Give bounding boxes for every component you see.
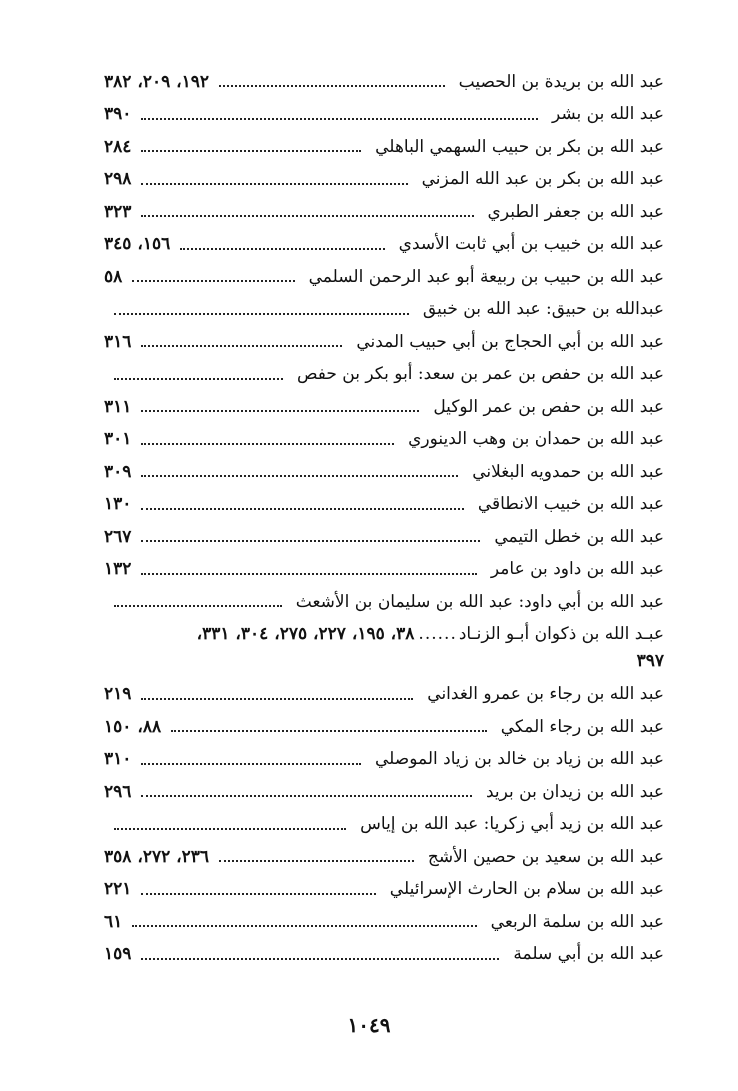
index-entry (104, 456, 664, 489)
dot-leader (141, 118, 538, 120)
entry-pages: ٨٨، ١٥٠ (104, 716, 162, 737)
entry-name: عبـد الله بن ذكوان أبـو الزنـاد (458, 624, 664, 644)
dot-leader (219, 860, 414, 862)
entry-name: عبدالله بن حبيق: عبد الله بن خبيق (422, 299, 664, 320)
entry-pages: ٣١١ (104, 396, 132, 417)
dot-leader (219, 85, 445, 87)
dot-leader (114, 378, 283, 380)
dot-leader (141, 958, 499, 960)
index-entry-cross-reference (104, 809, 664, 842)
index-entry (104, 744, 664, 777)
entry-pages: ٢١٩ (104, 684, 132, 705)
dot-leader (114, 313, 409, 315)
dot-leader (114, 605, 282, 607)
entry-pages: ٢٢١ (104, 879, 132, 900)
dot-leader (141, 893, 375, 895)
index-entry (104, 489, 664, 522)
entry-pages: ٣٩٠ (104, 104, 132, 125)
entry-name: عبد الله بن سعيد بن حصين الأشج (427, 846, 664, 867)
index-entry (104, 776, 664, 809)
entry-name: عبد الله بن رجاء بن عمرو الغداني (427, 684, 664, 705)
index-entry (104, 874, 664, 907)
index-entry (104, 99, 664, 132)
dot-leader (141, 410, 419, 412)
entry-name: عبد الله بن سلام بن الحارث الإسرائيلي (389, 879, 664, 900)
dot-leader (141, 540, 480, 542)
entry-name: عبد الله بن زيدان بن بريد (485, 781, 664, 802)
entry-pages: ١٩٢، ٢٠٩، ٣٨٢ (104, 71, 210, 92)
page-number: ١٠٤٩ (347, 1013, 391, 1037)
entry-pages: ١٥٦، ٣٤٥ (104, 234, 171, 255)
entry-name: عبد الله بن حفص بن عمر الوكيل (433, 396, 664, 417)
dot-leader (171, 730, 487, 732)
entry-name: عبد الله بن خبيب بن أبي ثابت الأسدي (398, 234, 664, 255)
index-entry (104, 229, 664, 262)
entry-pages: ١٣٠ (104, 494, 132, 515)
index-entry (104, 66, 664, 99)
entry-name: عبد الله بن زياد بن خالد بن زياد الموصلي (374, 749, 664, 770)
dot-leader (114, 828, 346, 830)
entry-name: عبد الله بن بكر بن حبيب السهمي الباهلي (375, 136, 664, 157)
entry-pages: ٣٠١ (104, 429, 132, 450)
index-entry (104, 164, 664, 197)
entry-name: عبد الله بن رجاء المكي (500, 716, 664, 737)
entry-pages-continued: ٣٩٧ (636, 651, 664, 671)
dot-leader (141, 443, 394, 445)
index-entry (104, 906, 664, 939)
entry-pages: ٣٢٣ (104, 201, 132, 222)
index-entry (104, 424, 664, 457)
entry-pages: ١٣٢ (104, 559, 132, 580)
entry-name: عبد الله بن حفص بن عمر بن سعد: أبو بكر بن حفص (296, 364, 664, 385)
index-entry (104, 841, 664, 874)
entry-pages: ٣٨، ١٩٥، ٢٢٧، ٢٧٥، ٣٠٤، ٣٣١، (196, 624, 415, 644)
entry-name: عبد الله بن أبي سلمة (513, 944, 664, 965)
entry-name: عبد الله بن أبي الحجاج بن أبي حبيب المدني (356, 331, 664, 352)
entry-name: عبد الله بن حبيب بن ربيعة أبو عبد الرحمن السلمي (308, 266, 664, 287)
entry-pages: ٢٩٦ (104, 781, 132, 802)
dot-leader (180, 248, 384, 250)
entry-name: عبد الله بن بشر (551, 104, 664, 125)
dot-leader (141, 183, 407, 185)
index-entry-cross-reference (104, 294, 664, 327)
dot-leader (141, 475, 458, 477)
entry-pages: ١٥٩ (104, 944, 132, 965)
index-entry (104, 939, 664, 972)
entry-pages: ٣١٠ (104, 749, 132, 770)
wrapped-entry-first-line (104, 625, 664, 645)
entry-name: عبد الله بن جعفر الطبري (487, 201, 664, 222)
dot-leader (141, 698, 413, 700)
index-entry-cross-reference (104, 586, 664, 619)
index-entry (104, 131, 664, 164)
dot-leader (132, 925, 476, 927)
index-entry (104, 196, 664, 229)
index-entry-wrapped (104, 619, 664, 679)
entry-pages: ٥٨ (104, 266, 123, 287)
entry-pages: ٢٦٧ (104, 526, 132, 547)
index-entry (104, 521, 664, 554)
name-index-list (104, 66, 664, 971)
index-entry (104, 679, 664, 712)
entry-pages: ٣٠٩ (104, 461, 132, 482)
dot-leader (141, 215, 473, 217)
dot-leader (141, 573, 477, 575)
entry-name: عبد الله بن بكر بن عبد الله المزني (421, 169, 664, 190)
entry-pages: ٢٨٤ (104, 136, 132, 157)
entry-pages: ٦١ (104, 911, 123, 932)
dot-leader (141, 150, 361, 152)
dot-leader (141, 763, 361, 765)
dot-leader (141, 345, 342, 347)
index-entry (104, 326, 664, 359)
entry-name: عبد الله بن بريدة بن الحصيب (458, 71, 664, 92)
dot-leader (141, 795, 472, 797)
entry-name: عبد الله بن أبي داود: عبد الله بن سليمان بن الأشعث (295, 591, 664, 612)
index-entry (104, 391, 664, 424)
index-entry (104, 711, 664, 744)
index-entry-cross-reference (104, 359, 664, 392)
index-entry (104, 261, 664, 294)
entry-pages: ٣١٦ (104, 331, 132, 352)
entry-name: عبد الله بن حمدويه البغلاني (472, 461, 664, 482)
dot-leader-inline: ...... (418, 624, 457, 644)
entry-name: عبد الله بن حمدان بن وهب الدينوري (408, 429, 664, 450)
entry-name: عبد الله بن خطل التيمي (494, 526, 664, 547)
entry-name: عبد الله بن سلمة الربعي (490, 911, 664, 932)
entry-name: عبد الله بن خبيب الانطاقي (477, 494, 664, 515)
index-entry (104, 554, 664, 587)
entry-pages: ٢٩٨ (104, 169, 132, 190)
dot-leader (141, 508, 463, 510)
wrapped-entry-second-line (104, 645, 664, 679)
entry-pages: ٢٣٦، ٢٧٢، ٣٥٨ (104, 846, 210, 867)
dot-leader (132, 280, 294, 282)
entry-name: عبد الله بن داود بن عامر (490, 559, 664, 580)
entry-name: عبد الله بن زيد أبي زكريا: عبد الله بن إياس (360, 814, 664, 835)
